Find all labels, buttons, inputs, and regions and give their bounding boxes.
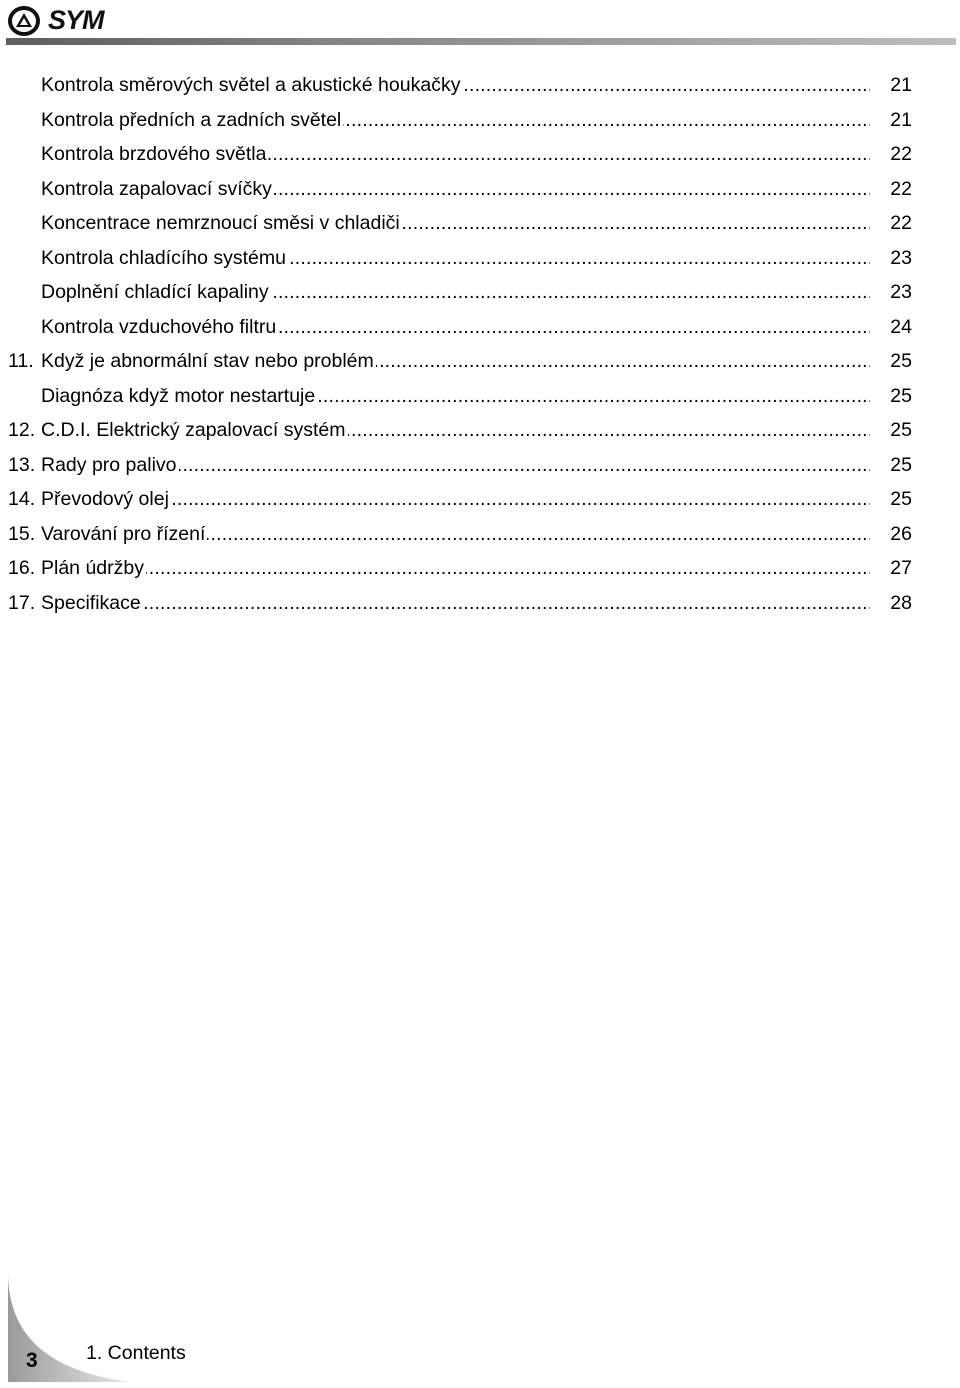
toc-entry-title: Plán údržby [41, 553, 146, 583]
sym-logo [8, 5, 112, 37]
toc-entry-page: 25 [872, 484, 912, 514]
toc-entry[interactable] [8, 174, 912, 204]
toc-entry-page: 21 [872, 70, 912, 100]
toc-entry-title: Když je abnormální stav nebo problém [41, 346, 376, 376]
toc-entry-number: 14. [8, 488, 36, 510]
toc-entry-title: Specifikace [41, 588, 143, 618]
toc-entry[interactable] [8, 381, 912, 411]
toc-entry-page: 25 [872, 346, 912, 376]
toc-entry-number: 12. [8, 419, 36, 441]
toc-entry-page: 25 [872, 415, 912, 445]
page-corner-decoration [0, 1270, 140, 1388]
toc-entry-title: Diagnóza když motor nestartuje [41, 381, 317, 411]
toc-entry[interactable] [8, 208, 912, 238]
toc-entry[interactable] [8, 450, 912, 480]
toc-entry[interactable] [8, 415, 912, 445]
toc-entry-page: 24 [872, 312, 912, 342]
toc-entry-title: Kontrola předních a zadních světel [41, 105, 343, 135]
toc-entry-title: Kontrola směrových světel a akustické houkačky [41, 70, 462, 100]
toc-entry[interactable] [8, 70, 912, 100]
toc-entry-title: Doplnění chladící kapaliny [41, 277, 271, 307]
toc-entry[interactable] [8, 139, 912, 169]
toc-entry-number: 11. [8, 350, 34, 372]
toc-entry-page: 27 [872, 553, 912, 583]
footer-section-label: 1. Contents [86, 1342, 186, 1364]
toc-entry[interactable] [8, 277, 912, 307]
toc-entry-page: 23 [872, 277, 912, 307]
toc-entry-page: 22 [872, 174, 912, 204]
toc-entry[interactable] [8, 519, 912, 549]
toc-entry-title: Koncentrace nemrznoucí směsi v chladiči [41, 208, 402, 238]
header-divider [6, 38, 956, 45]
toc-entry-page: 25 [872, 450, 912, 480]
toc-entry-number: 17. [8, 591, 36, 614]
toc-entry[interactable] [8, 312, 912, 342]
page-number: 3 [26, 1349, 38, 1372]
toc-entry-title: Kontrola chladícího systému [41, 243, 288, 273]
toc-entry-title: C.D.I. Elektrický zapalovací systém [41, 415, 348, 445]
toc-entry-title: Rady pro palivo [41, 450, 179, 480]
toc-entry-title: Kontrola brzdového světla [41, 139, 268, 169]
toc-entry-title: Kontrola zapalovací svíčky [41, 174, 274, 204]
toc-entry[interactable] [8, 484, 912, 514]
dot-leader [42, 588, 870, 618]
toc-entry[interactable] [8, 346, 912, 376]
toc-entry-number: 13. [8, 453, 36, 476]
toc-entry-page: 25 [872, 381, 912, 411]
toc-entry-number: 16. [8, 557, 36, 579]
toc-entry-page: 21 [872, 105, 912, 135]
toc-entry-page: 28 [872, 588, 912, 618]
page-header [0, 0, 960, 50]
toc-entry[interactable] [8, 105, 912, 135]
brand-wordmark: SYM [48, 5, 104, 35]
toc-entry[interactable] [8, 553, 912, 583]
toc-entry-page: 23 [872, 243, 912, 273]
toc-entry-title: Převodový olej [41, 484, 171, 514]
toc-entry-page: 22 [872, 139, 912, 169]
toc-entry-title: Varování pro řízení [41, 519, 207, 549]
toc-entry-title: Kontrola vzduchového filtru [41, 312, 278, 342]
toc-entry-page: 22 [872, 208, 912, 238]
sym-emblem-icon [8, 5, 42, 37]
toc-entry-page: 26 [872, 519, 912, 549]
toc-entry[interactable] [8, 243, 912, 273]
toc-entry[interactable] [8, 588, 912, 618]
toc-entry-number: 15. [8, 522, 36, 545]
dot-leader [42, 553, 870, 583]
